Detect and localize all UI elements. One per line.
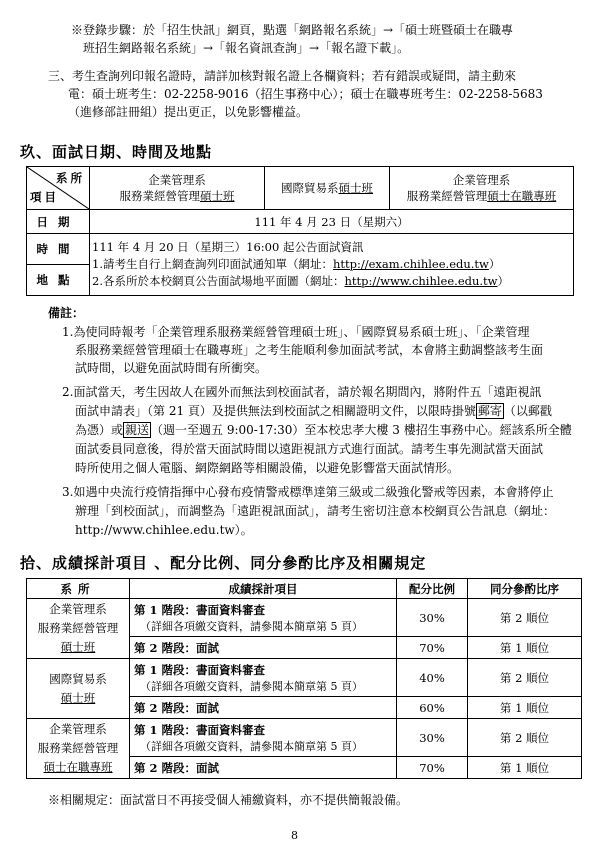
note2-line2 [75, 403, 552, 419]
note2 [92, 273, 571, 290]
dept3-line3: 碩士在職專班 [43, 760, 113, 774]
dept1-weight2: 70% [397, 637, 468, 659]
note1-line1: 1.為使同時報考「企業管理系服務業經營管理碩士班」、「國際貿易系碩士班」、「企業管理 [62, 325, 530, 339]
dept3-rank1: 第 2 順位 [468, 719, 582, 757]
time-label: 時間 [27, 234, 90, 265]
note2-suffix: ） [497, 274, 510, 288]
dept1-header [90, 167, 265, 210]
dept1-stage1 [130, 599, 397, 637]
dept3-rank2: 第 1 順位 [468, 757, 582, 779]
stage1-sub: （詳細各項繳交資料，請參閱本簡章第 5 頁） [140, 679, 363, 693]
page-number: 8 [291, 829, 298, 842]
deliver-boxed-text: 親送 [125, 423, 150, 437]
dept1-line3: 碩士班 [60, 640, 96, 654]
item3-line1: 三、考生查詢列印報名證時，請詳加核對報名證上各欄資料；若有錯誤或疑問，請主動來 [48, 69, 517, 83]
item3-line2: 電：碩士班考生：02-2258-9016（招生事務中心）；碩士在職專班考生：02-2258-5683 [68, 87, 543, 101]
stage1-label: 第 1 階段：書面資料審查 [134, 602, 266, 617]
registration-steps-line1: ※登錄步驟：於「招生快訊」網頁，點選「網路報名系統」→「碩士班暨碩士在職專 [71, 23, 514, 37]
dept3-stage2: 第 2 階段：面試 [130, 757, 397, 779]
interview-schedule-table [26, 166, 574, 296]
dept2-weight1: 40% [397, 659, 468, 697]
time-place-value [90, 234, 574, 296]
dept3-line1: 企業管理系 [49, 722, 107, 736]
dept1-line2: 服務業經營管理 [37, 621, 119, 635]
table-row [27, 599, 582, 637]
time-value: 111 年 4 月 20 日（星期三）16:00 起公告面試資訊 [92, 240, 364, 254]
dept2-header-prefix: 國際貿易系 [281, 181, 339, 195]
dept2-header-underlined: 碩士班 [338, 181, 373, 195]
note1-line3: 試時間，以避免面試時間有所衝突。 [75, 361, 268, 375]
stage1-sub: （詳細各項繳交資料，請參閱本簡章第 5 頁） [140, 619, 363, 633]
header-tiebreak: 同分參酌比序 [468, 579, 582, 599]
table-row [27, 659, 582, 697]
score-table [26, 578, 582, 779]
note2-line4: 面試委員同意後，得於當天面試時間以遠距視訊方式進行面試。請考生事先測試當天面試 [75, 442, 544, 456]
header-dept: 系所 [27, 579, 130, 599]
dept3-cell [27, 719, 130, 779]
score-table-header [27, 579, 582, 599]
dept1-rank1: 第 2 順位 [468, 599, 582, 637]
dept3-weight2: 70% [397, 757, 468, 779]
dept3-header [390, 167, 574, 210]
note2-line3 [75, 422, 572, 438]
note1 [92, 256, 571, 273]
dept1-header-line1: 企業管理系 [148, 173, 206, 187]
mail-boxed-text: 郵寄 [477, 404, 502, 418]
dept1-header-prefix: 服務業經營管理 [119, 189, 200, 203]
exam-url-link[interactable]: http://exam.chihlee.edu.tw [332, 257, 489, 271]
dept1-rank2: 第 1 順位 [468, 637, 582, 659]
header-items: 成績採計項目 [130, 579, 397, 599]
dept2-weight2: 60% [397, 697, 468, 719]
dept1-stage2: 第 2 階段：面試 [130, 637, 397, 659]
note2-line2-a: 面試申請表」（第 21 頁）及提供無法到校面試之相關證明文件，以限時掛號 [75, 404, 476, 418]
dept3-line2: 服務業經營管理 [37, 741, 119, 755]
dept2-header [265, 167, 390, 210]
date-value: 111 年 4 月 23 日（星期六） [90, 210, 574, 234]
dept2-stage2: 第 2 階段：面試 [130, 697, 397, 719]
dept1-cell [27, 599, 130, 659]
dept2-line1: 國際貿易系 [49, 671, 107, 686]
dept2-rank1: 第 2 順位 [468, 659, 582, 697]
score-footnote: ※相關規定：面試當日不再接受個人補繳資料，亦不提供簡報設備。 [48, 793, 409, 807]
note2-line3-b: （週一至週五 9:00-17:30）至本校忠孝大樓 3 樓招生事務中心。經該系所全體 [151, 423, 572, 437]
corner-item-label: 項目 [30, 190, 59, 204]
note1-line2: 系服務業經營管理碩士在職專班」之考生能順利參加面試考試，本會將主動調整該考生面 [75, 343, 544, 357]
dept1-weight1: 30% [397, 599, 468, 637]
dept2-stage1 [130, 659, 397, 697]
corner-header-cell [27, 167, 90, 210]
dept3-weight1: 30% [397, 719, 468, 757]
dept3-header-prefix: 服務業經營管理 [406, 189, 488, 203]
dept2-rank2: 第 1 順位 [468, 697, 582, 719]
dept1-line1: 企業管理系 [49, 602, 107, 616]
stage1-sub: （詳細各項繳交資料，請參閱本簡章第 5 頁） [140, 739, 363, 753]
item3-line3: （進修部註冊組）提出更正，以免影響權益。 [68, 105, 309, 119]
dept2-cell [27, 659, 130, 719]
dept3-header-underlined: 碩士在職專班 [487, 189, 557, 203]
notes-title: 備註： [48, 306, 85, 320]
note2-line2-b: （以郵戳 [503, 404, 552, 418]
date-label: 日期 [27, 210, 90, 234]
dept3-stage1 [130, 719, 397, 757]
table-row [27, 719, 582, 757]
note3-line2: 辦理「到校面試」，而調整為「遠距視訊面試」，請考生密切注意本校網頁公告訊息（網址： [75, 504, 556, 518]
note3-line1: 3.如遇中央流行疫情指揮中心發布疫情警戒標準達第三級或二級強化警戒等因素，本會將停止 [62, 485, 554, 499]
section9-title: 玖、面試日期、時間及地點 [20, 143, 213, 161]
corner-dept-label: 系所 [56, 171, 85, 185]
header-weight: 配分比例 [397, 579, 468, 599]
www-url-link[interactable]: http://www.chihlee.edu.tw [344, 274, 498, 288]
place-label: 地點 [27, 265, 90, 296]
note2-prefix: 2.各系所於本校網頁公告面試場地平面圖（網址： [92, 274, 345, 288]
note2-line3-a: 為憑）或 [75, 423, 124, 437]
note1-prefix: 1.請考生自行上網查詢列印面試通知單（網址： [92, 257, 333, 271]
stage1-label: 第 1 階段：書面資料審查 [134, 722, 266, 737]
note1-suffix: ） [488, 257, 501, 271]
note3-line3: http://www.chihlee.edu.tw）。 [75, 523, 253, 537]
registration-steps-line2: 班招生網路報名系統」→「報名資訊查詢」→「報名證下載」。 [83, 41, 410, 55]
dept2-line2: 碩士班 [60, 690, 96, 705]
note2-line5: 時所使用之個人電腦、網際網路等相關設備，以避免影響當天面試情形。 [75, 461, 460, 475]
stage1-label: 第 1 階段：書面資料審查 [134, 662, 266, 677]
section10-title: 拾、成績採計項目 、配分比例、同分參酌比序及相關規定 [20, 554, 427, 572]
dept1-header-underlined: 碩士班 [200, 189, 235, 203]
dept3-header-line1: 企業管理系 [452, 173, 511, 187]
note2-line1: 2.面試當天，考生因故人在國外而無法到校面試者，請於報名期間內，將附件五「遠距視訊 [62, 385, 542, 399]
